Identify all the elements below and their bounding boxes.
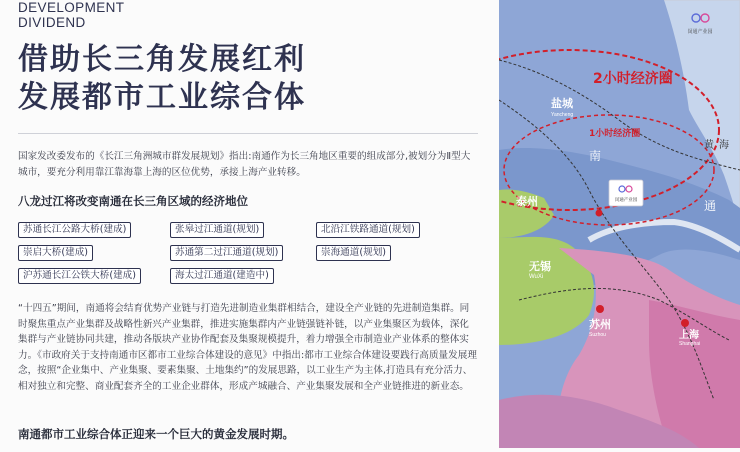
title-line-2: 发展都市工业综合体 (18, 80, 306, 115)
tag-zhanggao-channel: 张皋过江通道(规划) (170, 222, 264, 238)
yancheng-en-label: Yancheng (551, 112, 574, 118)
wuxi-en-label: WuXi (529, 274, 544, 280)
land-shanghai (649, 300, 740, 448)
region-map (499, 0, 740, 448)
tag-chonghai-channel: 崇海通道(规划) (316, 245, 391, 261)
body-paragraph: “十四五”期间，南通将会结育优势产业链与打造先进制造业集群相结合，建设全产业链的先进制造集群。同时聚焦重点产业集群及战略性新兴产业集群，推进实施集群内产业链强链补链，以产业集聚区为载体，深化集群与产业链协同共建，推动各版块产业协作配套及集聚规模提升，着力增强全市制造业产业体系的整体实力。《市政府关于支持南通市区都市工业综合体建设的意见》中指出:都市工业综合体建设要践行高质量发展理念，按照“企业集中、产业集聚、要素集聚、土地集约”的发展思路，以工业生产为主体,打造具有充分活力、相对独立和完整、商业配套齐全的工业企业群体，形成产城融合、产业集聚发展和全产业链推进的新业态。 (18, 303, 477, 392)
tag-haitai-channel: 海太过江通道(建造中) (170, 268, 274, 284)
english-heading-line-2: DIVIDEND (18, 15, 86, 30)
english-heading-line-1: DEVELOPMENT (18, 0, 125, 15)
tag-husutong-bridge: 沪苏通长江公铁大桥(建成) (18, 268, 141, 284)
closing-heading: 南通都市工业综合体正迎来一个巨大的黄金发展时期。 (18, 427, 294, 441)
sea-label-2: 海 (719, 140, 729, 151)
suzhou-label: 苏州 (589, 318, 611, 331)
yancheng-label: 盐城 (551, 97, 573, 110)
page-title (18, 41, 306, 117)
suzhou-marker (596, 305, 604, 313)
title-line-1: 借助长三角发展红利 (18, 42, 306, 77)
shanghai-label: 上海 (679, 330, 699, 341)
region-map-svg (499, 0, 740, 448)
shanghai-en-label: Shanghai (679, 341, 701, 347)
tag-north-railway: 北沿江铁路通道(规划) (316, 222, 420, 238)
shanghai-marker (681, 319, 689, 327)
tag-sutong-second-channel: 苏通第二过江通道(规划) (170, 245, 283, 261)
pin-label: 闵通产业园 (614, 198, 638, 203)
sea-label-1: 黄 (704, 140, 714, 151)
english-heading (18, 0, 124, 30)
tag-sutong-bridge: 苏通长江公路大桥(建成) (18, 222, 131, 238)
nan-label: 南 (589, 149, 602, 163)
section-heading: 八龙过江将改变南通在长三角区域的经济地位 (18, 194, 248, 208)
two-hour-label: 2小时经济圈 (593, 71, 673, 87)
wuxi-label: 无锡 (529, 260, 551, 273)
tong-label: 通 (704, 199, 717, 213)
tag-chongqi-bridge: 崇启大桥(建成) (18, 245, 93, 261)
taizhou-label: 泰州 (516, 195, 538, 208)
intro-paragraph: 国家发改委发布的《长江三角洲城市群发展规划》指出:南通作为长三角地区重要的组成部分,被划分为Ⅱ型大城市，要充分利用靠江靠海靠上海的区位优势，承接上海产业转移。 (18, 151, 471, 178)
suzhou-en-label: Suzhou (589, 332, 606, 338)
one-hour-label: 1小时经济圈 (589, 129, 641, 139)
logo-label: 闵通产业园 (687, 29, 713, 35)
divider (18, 133, 478, 134)
